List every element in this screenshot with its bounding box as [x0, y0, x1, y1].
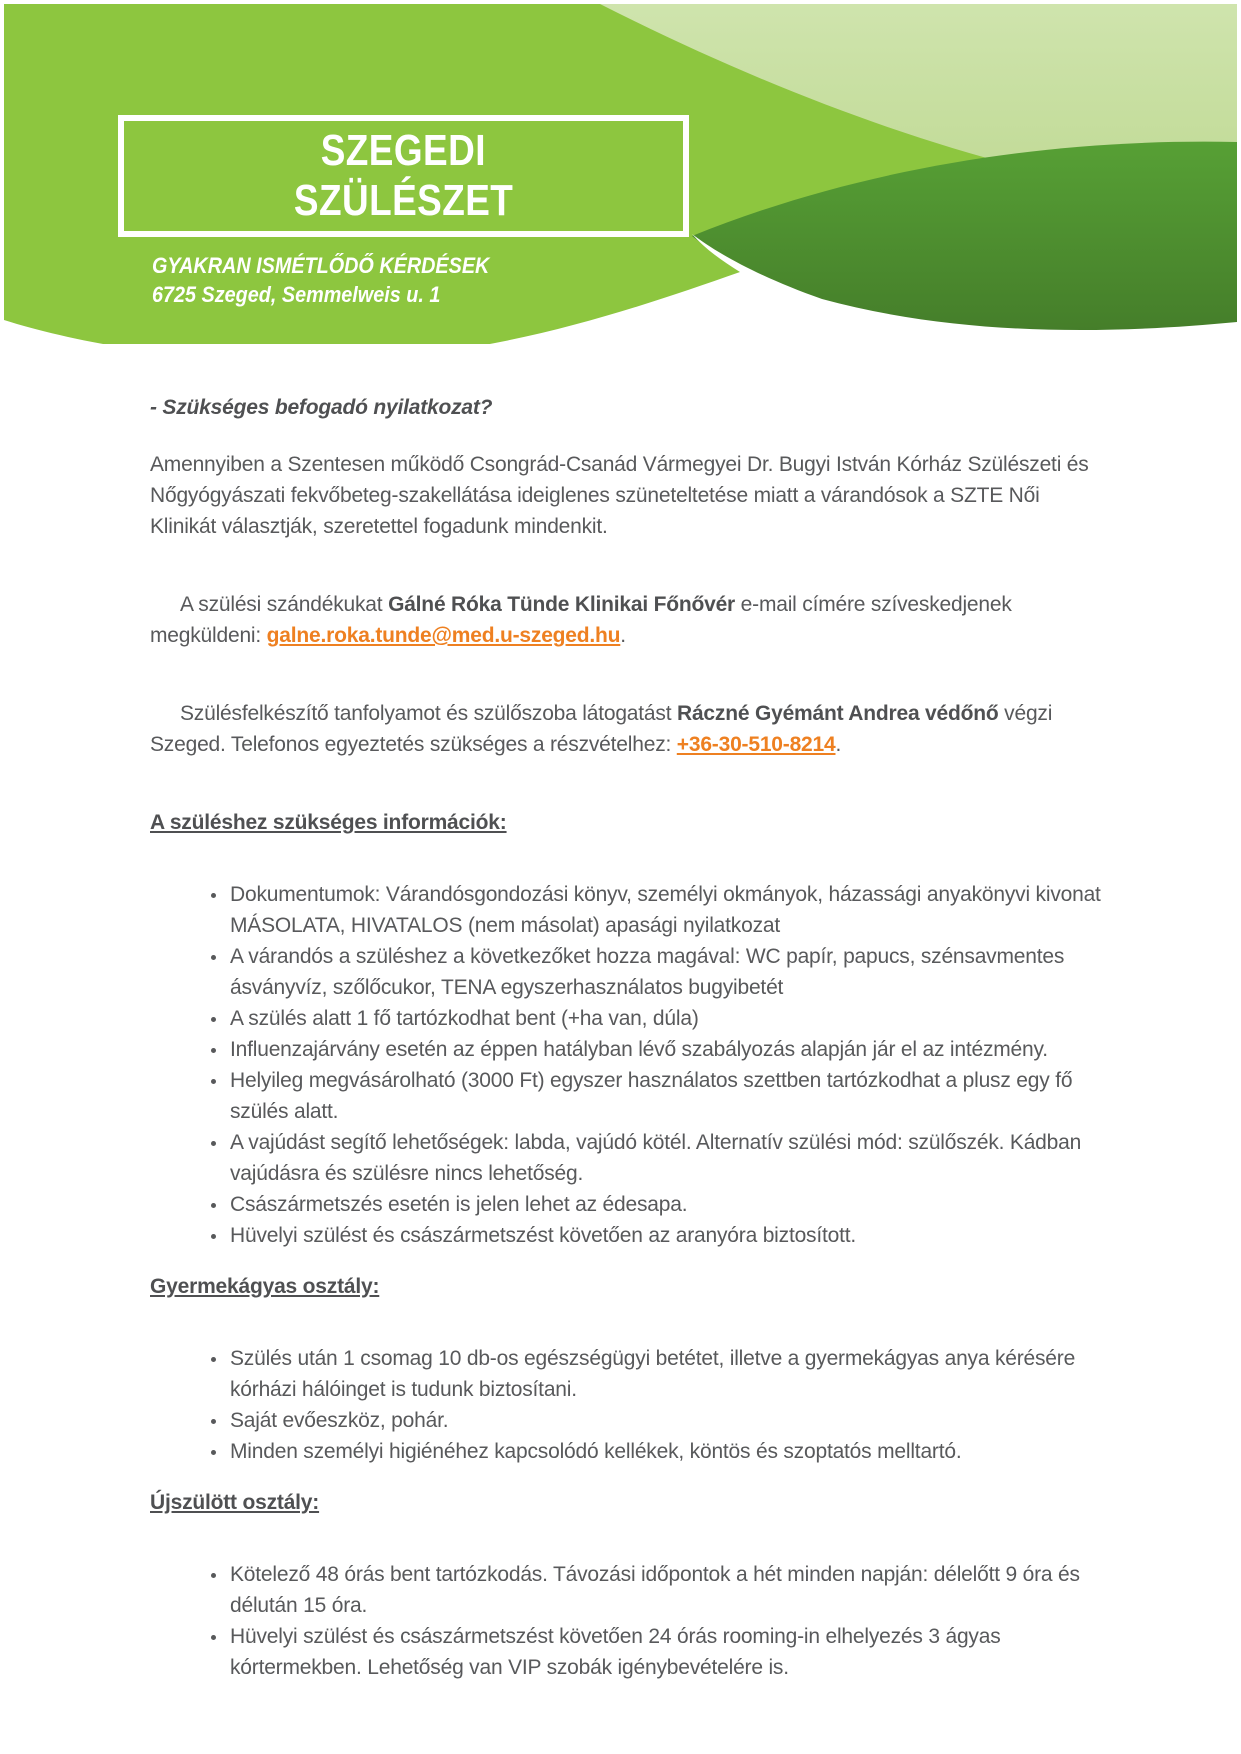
header-subtitle — [152, 251, 489, 309]
text-run: . — [835, 733, 842, 756]
list-item: • Saját evőeszköz, pohár. — [228, 1405, 1108, 1436]
list-item: • Helyileg megvásárolható (3000 Ft) egyszer használatos szettben tartózkodhat a plusz egy fő szülés alatt. — [228, 1065, 1108, 1127]
subtitle-line-2: 6725 Szeged, Semmelweis u. 1 — [152, 282, 441, 307]
title-line-2: SZÜLÉSZET — [293, 176, 514, 225]
list-item: • Influenzajárvány esetén az éppen hatályban lévő szabályozás alapján jár el az intézmény. — [228, 1034, 1108, 1065]
paragraph-phone — [150, 698, 1108, 760]
bullet-list-maternity-ward — [150, 1343, 1108, 1467]
list-item: • Hüvelyi szülést és császármetszést követően az aranyóra biztosított. — [228, 1220, 1108, 1251]
list-item: • Császármetszés esetén is jelen lehet az édesapa. — [228, 1189, 1108, 1220]
text-run: Szülésfelkészítő tanfolyamot és szülőszoba látogatást — [180, 702, 677, 725]
bullet-list-newborn-ward — [150, 1559, 1108, 1683]
faq-question: - Szükséges befogadó nyilatkozat? — [150, 396, 493, 419]
document-body — [150, 392, 1108, 1703]
list-item: • Minden személyi higiénéhez kapcsolódó kellékek, köntös és szoptatós melltartó. — [228, 1436, 1108, 1467]
bullet-list-birth-info — [150, 879, 1108, 1251]
title-line-1: SZEGEDI — [320, 126, 487, 175]
text-run: e-mail címére szíveskedjenek megküldeni: — [150, 593, 1012, 647]
list-item: • A várandós a szüléshez a következőket hozza magával: WC papír, papucs, szénsavmentes ásványvíz, szőlőcukor, TENA egyszerhasználatos bugyibetét — [228, 941, 1108, 1003]
title-box — [118, 115, 689, 237]
bold-text-run: Ráczné Gyémánt Andrea védőnő — [676, 702, 999, 725]
section-heading-maternity-ward: Gyermekágyas osztály: — [150, 1275, 380, 1298]
email-link[interactable]: galne.roka.tunde@med.u-szeged.hu — [266, 624, 621, 647]
paragraph-intro: Amennyiben a Szentesen működő Csongrád-Csanád Vármegyei Dr. Bugyi István Kórház Szülészeti és Nőgyógyászati fekvőbeteg-szakellátása ideiglenes szüneteltetése miatt a várandósok a SZTE Női Klinikát választják, szeretettel fogadunk mindenkit. — [150, 453, 1089, 538]
list-item: • Dokumentumok: Várandósgondozási könyv, személyi okmányok, házassági anyakönyvi kivonat MÁSOLATA, HIVATALOS (nem másolat) apasági nyilatkozat — [228, 879, 1108, 941]
bold-text-run: Gálné Róka Tünde Klinikai Főnővér — [388, 593, 736, 616]
section-heading-birth-info: A szüléshez szükséges információk: — [150, 811, 507, 834]
text-run: . — [620, 624, 626, 647]
subtitle-line-1: GYAKRAN ISMÉTLŐDŐ KÉRDÉSEK — [152, 253, 490, 278]
text-run: A szülési szándékukat — [180, 593, 389, 616]
text-run: végzi Szeged. Telefonos egyeztetés szükséges a részvételhez: — [150, 702, 1053, 756]
list-item: • A szülés alatt 1 fő tartózkodhat bent (+ha van, dúla) — [228, 1003, 1108, 1034]
list-item: • Kötelező 48 órás bent tartózkodás. Távozási időpontok a hét minden napján: délelőtt 9 óra és délután 15 óra. — [228, 1559, 1108, 1621]
list-item: • Szülés után 1 csomag 10 db-os egészségügyi betétet, illetve a gyermekágyas anya kérésére kórházi hálóinget is tudunk biztosítani. — [228, 1343, 1108, 1405]
list-item: • A vajúdást segítő lehetőségek: labda, vajúdó kötél. Alternatív szülési mód: szülőszék. Kádban vajúdásra és szülésre nincs lehetőség. — [228, 1127, 1108, 1189]
list-item: • Hüvelyi szülést és császármetszést követően 24 órás rooming-in elhelyezés 3 ágyas kórtermekben. Lehetőség van VIP szobák igénybevételére is. — [228, 1621, 1108, 1683]
phone-link[interactable]: +36-30-510-8214 — [676, 733, 836, 756]
paragraph-email — [150, 589, 1108, 651]
section-heading-newborn-ward: Újszülött osztály: — [150, 1491, 320, 1514]
